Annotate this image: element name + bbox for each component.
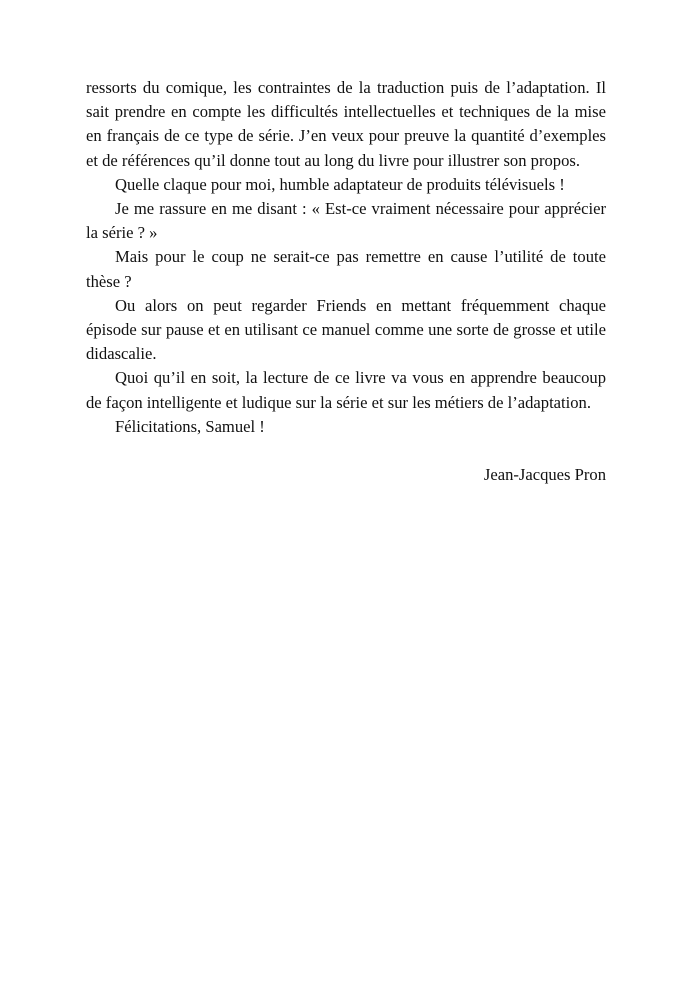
paragraph: Je me rassure en me disant : « Est-ce vraiment nécessaire pour apprécier la série ? » bbox=[86, 199, 606, 243]
document-page bbox=[86, 76, 606, 487]
paragraph: Quelle claque pour moi, humble adaptateur de produits télévisuels ! bbox=[115, 174, 565, 194]
author-signature: Jean-Jacques Pron bbox=[483, 465, 606, 485]
paragraph: Ou alors on peut regarder Friends en mettant fréquemment chaque épisode sur pause et en utilisant ce manuel comme une sorte de grosse et utile didascalie. bbox=[86, 295, 606, 364]
paragraph-closing: Félicitations, Samuel ! bbox=[115, 416, 265, 436]
paragraph: Quoi qu’il en soit, la lecture de ce livre va vous en apprendre beaucoup de façon intelligente et ludique sur la série et sur les métiers de l’adaptation. bbox=[86, 368, 606, 412]
paragraph-continuation: ressorts du comique, les contraintes de la traduction puis de l’adaptation. Il sait prendre en compte les difficultés intellectuelles et techniques de la mise en français de ce type de série. J’en veux pour preuve la quantité d’exemples et de références qu’il donne tout au long du livre pour illustrer son propos. bbox=[86, 78, 606, 170]
paragraph: Mais pour le coup ne serait-ce pas remettre en cause l’utilité de toute thèse ? bbox=[86, 247, 606, 291]
